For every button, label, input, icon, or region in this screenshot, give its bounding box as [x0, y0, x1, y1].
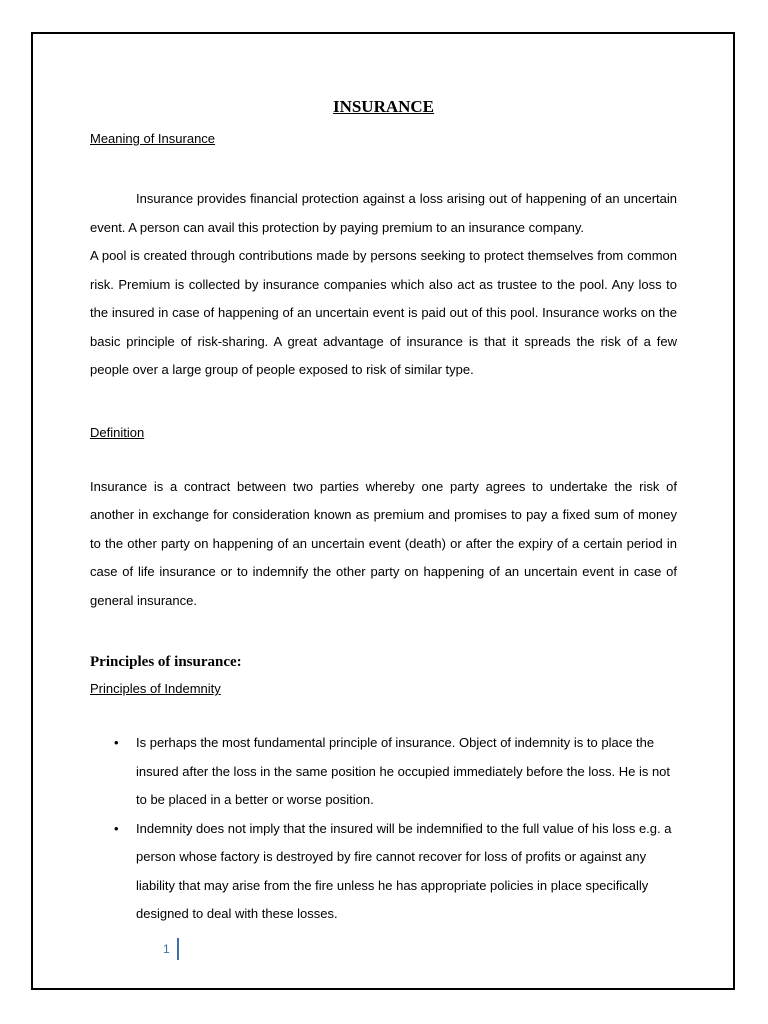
meaning-heading: Meaning of Insurance [90, 131, 216, 146]
meaning-paragraph-1: Insurance provides financial protection against a loss arising out of happening of an uncertain event. A person can avail this protection by paying premium to an insurance company. [90, 191, 677, 235]
document-title: INSURANCE [332, 97, 435, 116]
page-number [163, 938, 179, 960]
bullet-text: Indemnity does not imply that the insured will be indemnified to the full value of his loss e.g. a person whose factory is destroyed by fire cannot recover for loss of profits or against any liability that may arise from the fire unless he has appropriate policies in place specifically designed to deal with these losses. [136, 820, 672, 921]
definition-paragraph: Insurance is a contract between two parties whereby one party agrees to undertake the risk of another in exchange for consideration known as premium and promises to pay a fixed sum of money to the other party on happening of an uncertain event (death) or after the expiry of a certain period in case of life insurance or to indemnify the other party on happening of an uncertain event in case of general insurance. [90, 478, 677, 608]
bullet-icon: • [114, 820, 119, 836]
definition-heading: Definition [90, 424, 145, 440]
page-number-bar [177, 938, 179, 960]
bullet-text: Is perhaps the most fundamental principle of insurance. Object of indemnity is to place the insured after the loss in the same position he occupied immediately before the loss. He is not to be placed in a better or worse position. [136, 735, 671, 807]
bullet-icon: • [114, 735, 119, 750]
list-item [90, 815, 677, 929]
meaning-paragraph-2: A pool is created through contributions made by persons seeking to protect themselves from common risk. Premium is collected by insurance companies which also act as trustee to the pool. Any loss to the insured in case of happening of an uncertain event is paid out of this pool. Insurance works on the basic principle of risk-sharing. A great advantage of insurance is that it spreads the risk of a few people over a large group of people exposed to risk of similar type. [90, 248, 677, 377]
indemnity-bullet-list [90, 729, 677, 929]
principles-heading: Principles of insurance: [90, 654, 242, 670]
page-number-text: 1 [163, 942, 170, 956]
list-item [90, 729, 677, 815]
indemnity-subheading: Principles of Indemnity [90, 681, 221, 696]
document-body [90, 93, 677, 929]
